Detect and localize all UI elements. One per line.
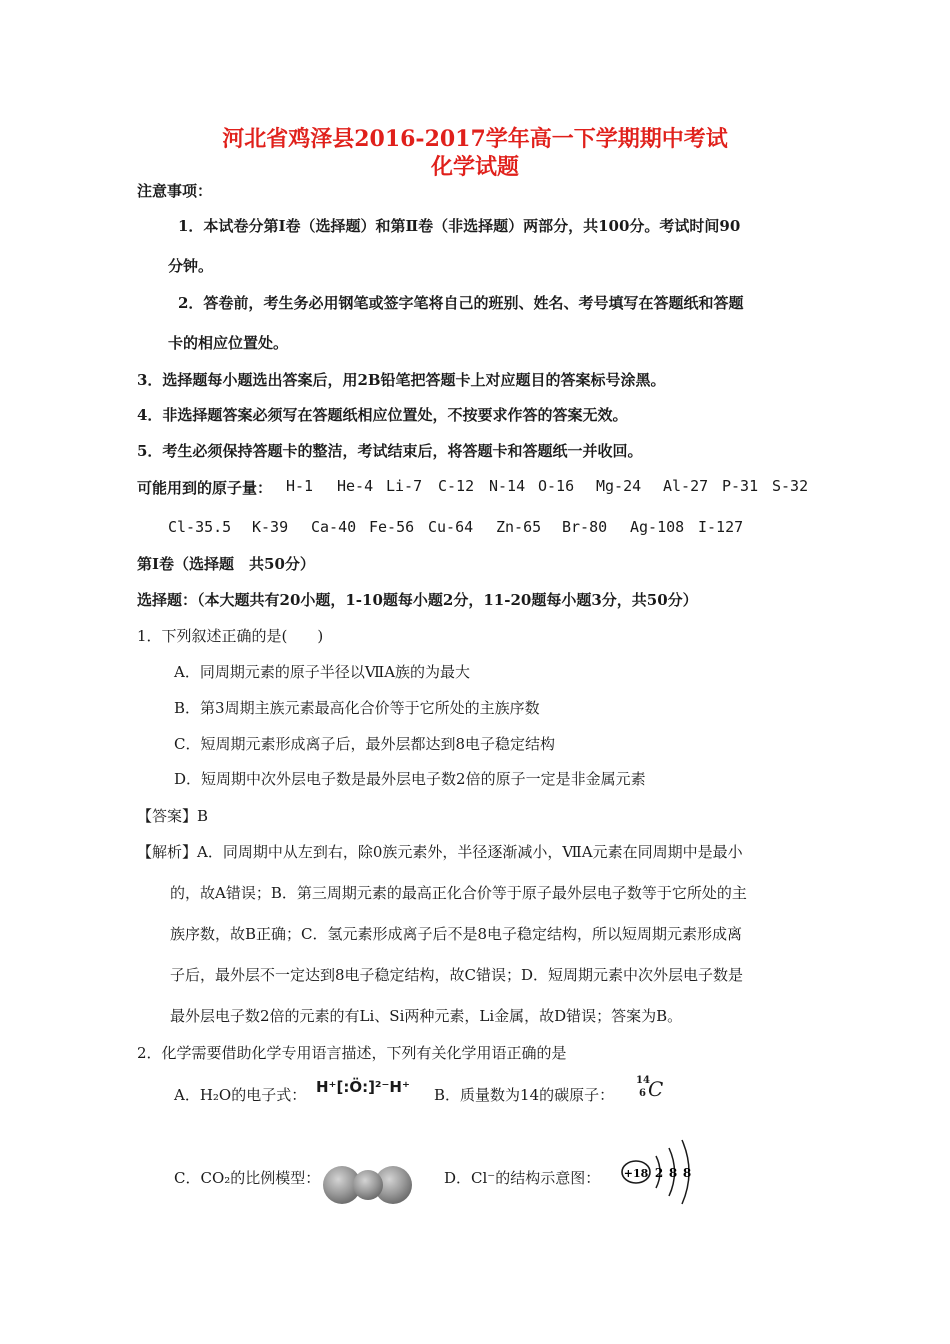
q1-analysis-line-1: 【解析】A．同周期中从左到右，除0族元素外，半径逐渐减小，ⅦA元素在同周期中是最小 xyxy=(137,843,743,861)
chloride-ion-structure-diagram xyxy=(618,1132,700,1210)
atomic-mass-item: O-16 xyxy=(538,477,575,495)
notice-item-1: 1．本试卷分第Ⅰ卷（选择题）和第Ⅱ卷（非选择题）两部分，共100分。考试时间90 xyxy=(178,217,741,235)
mass-number: 14 xyxy=(636,1075,650,1086)
atomic-mass-item: P-31 xyxy=(722,477,759,495)
shell-3-count: 8 xyxy=(682,1166,692,1180)
atomic-mass-item: He-4 xyxy=(337,477,374,495)
section-heading: 第Ⅰ卷（选择题 共50分） xyxy=(137,555,315,573)
notice-item-4: 4．非选择题答案必须写在答题纸相应位置处，不按要求作答的答案无效。 xyxy=(137,406,628,424)
q1-analysis-line-3: 族序数，故B正确；C．氢元素形成离子后不是8电子稳定结构，所以短周期元素形成离 xyxy=(170,925,743,943)
atomic-mass-item: S-32 xyxy=(772,477,809,495)
page-title: 河北省鸡泽县2016-2017学年高一下学期期中考试 xyxy=(222,126,728,152)
carbon-atom xyxy=(353,1170,383,1200)
atomic-mass-item: Cu-64 xyxy=(428,518,474,536)
atomic-mass-item: Zn-65 xyxy=(496,518,542,536)
atomic-mass-item: Mg-24 xyxy=(596,477,642,495)
section-instructions: 选择题：（本大题共有20小题，1-10题每小题2分，11-20题每小题3分，共50分） xyxy=(137,591,698,609)
atomic-mass-item: Li-7 xyxy=(386,477,423,495)
q1-option-c: C．短周期元素形成离子后，最外层都达到8电子稳定结构 xyxy=(174,735,556,753)
q1-analysis-line-4: 子后，最外层不一定达到8电子稳定结构，故C错误；D．短周期元素中次外层电子数是 xyxy=(170,966,744,984)
page-subtitle: 化学试题 xyxy=(430,154,519,180)
electron-formula-h2o: H⁺[:Ö:]²⁻H⁺ xyxy=(316,1078,410,1096)
atomic-mass-item: Ca-40 xyxy=(311,518,357,536)
notice-item-1-cont: 分钟。 xyxy=(168,257,214,275)
atomic-mass-item: Fe-56 xyxy=(369,518,415,536)
shell-1-count: 2 xyxy=(654,1166,664,1180)
nucleus-charge: +18 xyxy=(623,1167,649,1180)
notice-item-2-cont: 卡的相应位置处。 xyxy=(168,334,289,352)
q1-answer: 【答案】B xyxy=(137,807,209,825)
atomic-number: 6 xyxy=(639,1088,646,1099)
carbon-isotope-symbol xyxy=(636,1075,670,1105)
q2-stem: 2．化学需要借助化学专用语言描述，下列有关化学用语正确的是 xyxy=(137,1044,567,1062)
q2-option-c-label: C．CO₂的比例模型： xyxy=(174,1169,321,1187)
notice-heading: 注意事项： xyxy=(137,182,213,200)
atomic-mass-label: 可能用到的原子量： xyxy=(137,479,273,497)
q1-analysis-line-5: 最外层电子数2倍的元素的有Li、Si两种元素，Li金属，故D错误；答案为B。 xyxy=(170,1007,683,1025)
atomic-mass-item: N-14 xyxy=(489,477,526,495)
atomic-mass-item: C-12 xyxy=(438,477,475,495)
atomic-mass-item: Al-27 xyxy=(663,477,709,495)
q1-stem: 1．下列叙述正确的是( ) xyxy=(137,627,324,645)
q1-option-b: B．第3周期主族元素最高化合价等于它所处的主族序数 xyxy=(174,699,540,717)
q1-option-d: D．短周期中次外层电子数是最外层电子数2倍的原子一定是非金属元素 xyxy=(174,770,646,788)
atomic-mass-item: Ag-108 xyxy=(630,518,685,536)
q1-analysis-line-2: 的，故A错误；B．第三周期元素的最高正化合价等于原子最外层电子数等于它所处的主 xyxy=(170,884,747,902)
notice-item-5: 5．考生必须保持答题卡的整洁，考试结束后，将答题卡和答题纸一并收回。 xyxy=(137,442,643,460)
q1-option-a: A．同周期元素的原子半径以ⅦA族的为最大 xyxy=(174,663,471,681)
atomic-mass-item: Cl-35.5 xyxy=(168,518,232,536)
q2-option-d-label: D．Cl⁻的结构示意图： xyxy=(444,1169,601,1187)
q2-option-b-label: B．质量数为14的碳原子： xyxy=(434,1086,615,1104)
atomic-mass-item: H-1 xyxy=(286,477,314,495)
q2-option-a-label: A．H₂O的电子式： xyxy=(174,1086,307,1104)
element-symbol: C xyxy=(648,1077,664,1101)
atomic-mass-item: K-39 xyxy=(252,518,289,536)
co2-space-filling-model xyxy=(322,1164,414,1206)
atomic-mass-item: Br-80 xyxy=(562,518,608,536)
atomic-mass-item: I-127 xyxy=(698,518,744,536)
notice-item-2: 2．答卷前，考生务必用钢笔或签字笔将自己的班别、姓名、考号填写在答题纸和答题 xyxy=(178,294,744,312)
shell-2-count: 8 xyxy=(668,1166,678,1180)
notice-item-3: 3．选择题每小题选出答案后，用2B铅笔把答题卡上对应题目的答案标号涂黑。 xyxy=(137,371,666,389)
